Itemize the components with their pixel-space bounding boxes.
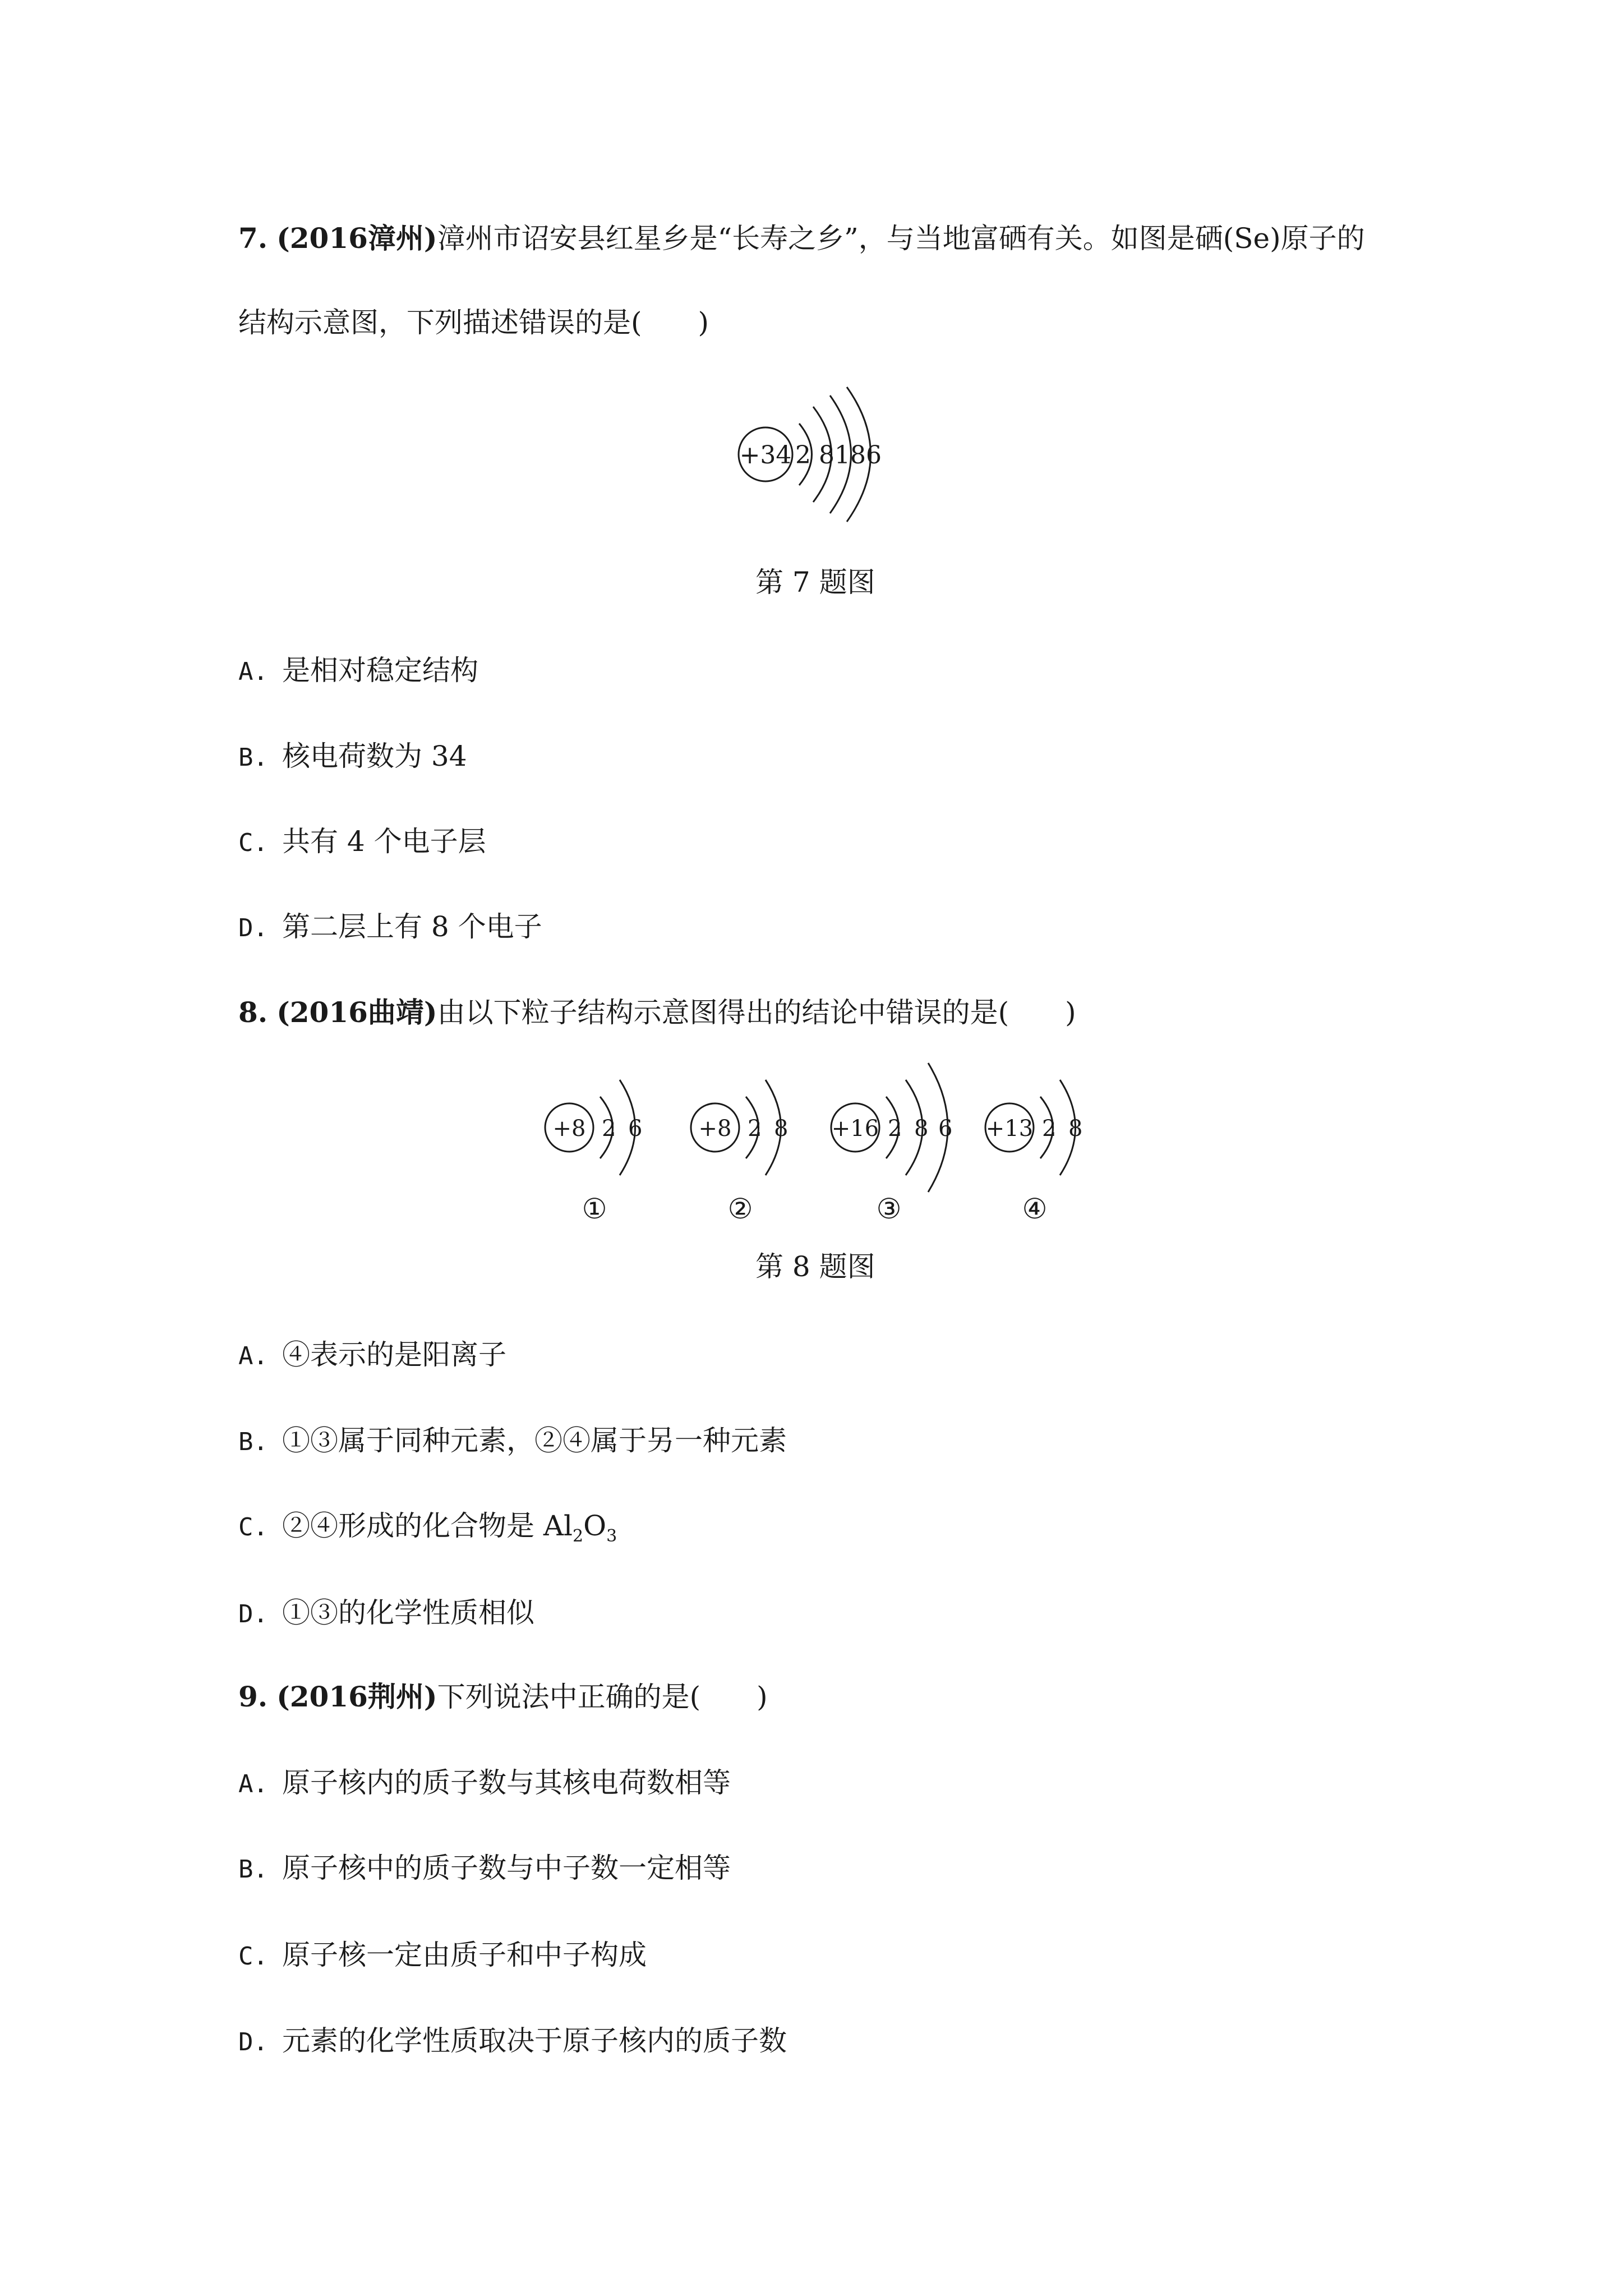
q8-diagram-4-label: ④ xyxy=(1022,1193,1048,1225)
q9-option-c-text: 原子核一定由质子和中子构成 xyxy=(282,1939,647,1971)
q8-d3-nucleus-label: +16 xyxy=(831,1116,879,1142)
q9-option-a-letter: A. xyxy=(238,1770,268,1798)
q8-d1-electron-2: 6 xyxy=(628,1116,643,1142)
q7-option-b xyxy=(238,739,467,775)
q8-option-c-text-prefix: ②④形成的化合物是 Al xyxy=(282,1510,573,1542)
q8-option-a-letter: A. xyxy=(238,1342,268,1370)
q8-d4-electron-1: 2 xyxy=(1042,1116,1057,1142)
q8-option-c xyxy=(238,1509,617,1553)
q7-source: (2016漳州) xyxy=(276,222,437,255)
q7-stem-line1 xyxy=(238,222,1365,255)
q8-option-d-letter: D. xyxy=(238,1600,268,1628)
q8-stem xyxy=(238,996,1076,1029)
q8-d4-nucleus-label: +13 xyxy=(985,1116,1034,1142)
q8-option-c-sub-1: 2 xyxy=(573,1526,584,1546)
q7-option-b-text: 核电荷数为 34 xyxy=(282,740,467,772)
q9-option-a-text: 原子核内的质子数与其核电荷数相等 xyxy=(282,1766,731,1799)
q8-diagram-1-label: ① xyxy=(582,1193,607,1225)
q8-d2-electron-2: 8 xyxy=(774,1116,789,1142)
q7-stem-line2: 结构示意图，下列描述错误的是( ) xyxy=(238,306,709,339)
q8-option-c-letter: C. xyxy=(238,1513,268,1542)
q8-option-d-text: ①③的化学性质相似 xyxy=(282,1596,534,1629)
q8-stem-text: 由以下粒子结构示意图得出的结论中错误的是( ) xyxy=(437,996,1076,1029)
q7-electron-label: 2 8186 xyxy=(795,441,882,470)
q8-caption: 第 8 题图 xyxy=(755,1250,875,1283)
q9-option-d xyxy=(238,2024,787,2059)
q9-number: 9. xyxy=(238,1680,268,1713)
q7-atom-diagram xyxy=(729,370,920,539)
q8-diagram-3 xyxy=(824,1043,981,1206)
q8-option-a-text: ④表示的是阳离子 xyxy=(282,1338,506,1371)
q8-d1-nucleus-label: +8 xyxy=(552,1116,586,1142)
q7-option-a-letter: A. xyxy=(238,657,268,686)
q8-diagram-4 xyxy=(979,1055,1113,1200)
q7-option-c-letter: C. xyxy=(238,829,268,857)
q8-d4-electron-2: 8 xyxy=(1068,1116,1083,1142)
q8-option-d xyxy=(238,1596,534,1631)
q8-d2-nucleus-label: +8 xyxy=(698,1116,732,1142)
q8-diagram-3-label: ③ xyxy=(876,1193,902,1225)
q7-option-c-text: 共有 4 个电子层 xyxy=(282,825,486,858)
q7-option-d-letter: D. xyxy=(238,914,268,942)
q8-d2-electron-1: 2 xyxy=(748,1116,762,1142)
q9-stem xyxy=(238,1680,768,1714)
q7-option-a xyxy=(238,654,478,689)
q9-option-b xyxy=(238,1851,731,1887)
q8-option-b xyxy=(238,1424,787,1459)
q9-option-c-letter: C. xyxy=(238,1942,268,1971)
q9-option-d-letter: D. xyxy=(238,2028,268,2056)
q8-option-c-text-mid: O xyxy=(583,1510,607,1542)
q7-caption: 第 7 题图 xyxy=(755,566,875,599)
q9-option-b-text: 原子核中的质子数与中子数一定相等 xyxy=(282,1852,731,1884)
q8-option-c-sub-2: 3 xyxy=(606,1526,617,1546)
q8-diagram-2 xyxy=(684,1055,813,1200)
q8-source: (2016曲靖) xyxy=(276,996,437,1029)
q9-source: (2016荆州) xyxy=(276,1680,437,1713)
q7-number: 7. xyxy=(238,222,268,255)
q9-option-d-text: 元素的化学性质取决于原子核内的质子数 xyxy=(282,2024,787,2057)
q7-option-b-letter: B. xyxy=(238,743,268,772)
q8-d3-electron-3: 6 xyxy=(938,1116,953,1142)
q9-option-b-letter: B. xyxy=(238,1855,268,1884)
q9-option-c xyxy=(238,1938,647,1973)
q8-d3-electron-2: 8 xyxy=(914,1116,929,1142)
q7-stem-text: 漳州市诏安县红星乡是“长寿之乡”，与当地富硒有关。如图是硒(Se)原子的 xyxy=(437,222,1365,255)
q7-option-d-text: 第二层上有 8 个电子 xyxy=(282,910,542,943)
q9-stem-text: 下列说法中正确的是( ) xyxy=(437,1681,768,1713)
q8-d3-electron-1: 2 xyxy=(888,1116,902,1142)
q7-nucleus-label: +34 xyxy=(739,441,792,470)
q8-number: 8. xyxy=(238,996,268,1029)
q8-d1-electron-1: 2 xyxy=(602,1116,616,1142)
q8-diagram-2-label: ② xyxy=(727,1193,753,1225)
q8-diagram-1 xyxy=(538,1055,667,1200)
q8-option-a xyxy=(238,1338,506,1373)
q8-option-b-text: ①③属于同种元素，②④属于另一种元素 xyxy=(282,1424,787,1457)
q7-option-a-text: 是相对稳定结构 xyxy=(282,654,478,687)
q9-option-a xyxy=(238,1766,731,1801)
q8-option-b-letter: B. xyxy=(238,1428,268,1456)
q7-option-c xyxy=(238,825,486,860)
q7-option-d xyxy=(238,910,542,945)
